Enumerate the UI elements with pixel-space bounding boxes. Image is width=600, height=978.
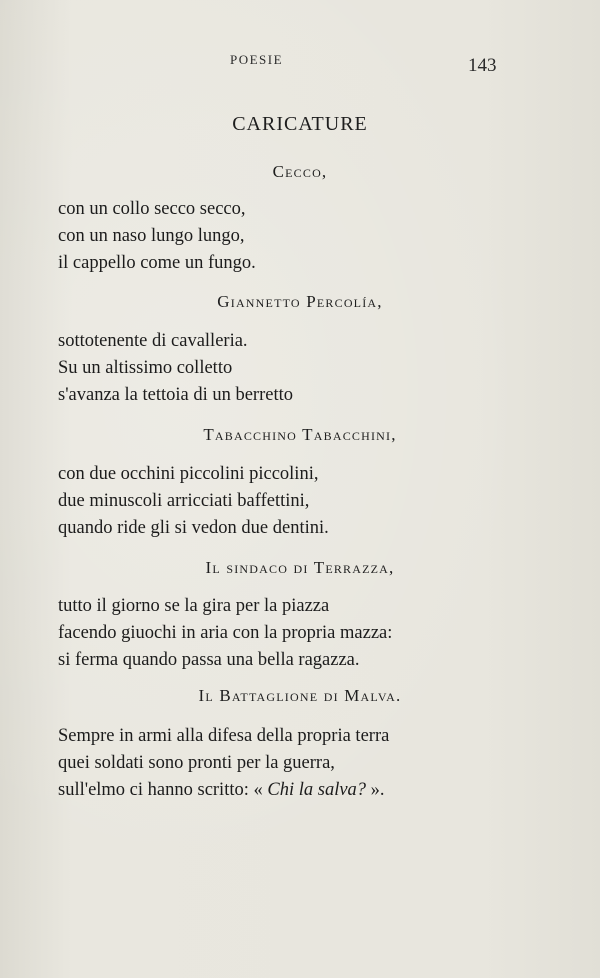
verse-line: il cappello come un fungo. (58, 253, 256, 273)
running-head: POESIE (230, 52, 284, 67)
verse-line: sottotenente di cavalleria. (58, 331, 248, 351)
poem-title: CARICATURE (232, 113, 368, 135)
verse-line: quei soldati sono pronti per la guerra, (58, 753, 335, 773)
verse-line: s'avanza la tettoia di un berretto (58, 385, 293, 405)
verse-line: con un collo secco secco, (58, 199, 246, 219)
verse-line-suffix: ». (366, 780, 385, 800)
verse-line: due minuscoli arricciati baffettini, (58, 491, 310, 511)
verse-line: con un naso lungo lungo, (58, 226, 245, 246)
section-heading-tabacchino: Tabacchino Tabacchini, (203, 425, 397, 444)
section-heading-giannetto: Giannetto Percolía, (217, 292, 383, 311)
section-heading-battaglione: Il Battaglione di Malva. (198, 686, 402, 705)
verse-line: quando ride gli si vedon due dentini. (58, 518, 329, 538)
stanza-tabacchino (58, 461, 578, 542)
verse-line-final (58, 777, 578, 804)
stanza-giannetto (58, 328, 578, 409)
stanza-sindaco (58, 593, 578, 674)
stanza-battaglione (58, 723, 578, 804)
page-number: 143 (468, 55, 497, 76)
verse-line: tutto il giorno se la gira per la piazza (58, 596, 330, 616)
section-heading-sindaco: Il sindaco di Terrazza, (205, 558, 395, 577)
verse-line: facendo giuochi in aria con la propria mazza: (58, 623, 393, 643)
verse-line: Su un altissimo colletto (58, 358, 233, 378)
stanza-cecco (58, 196, 578, 277)
verse-line: Sempre in armi alla difesa della propria terra (58, 726, 390, 746)
verse-line-prefix: sull'elmo ci hanno scritto: « (58, 780, 268, 800)
verse-italic-quote: Chi la salva? (267, 780, 367, 800)
verse-line: si ferma quando passa una bella ragazza. (58, 650, 360, 670)
verse-line: con due occhini piccolini piccolini, (58, 464, 319, 484)
section-heading-cecco: Cecco, (272, 162, 328, 181)
